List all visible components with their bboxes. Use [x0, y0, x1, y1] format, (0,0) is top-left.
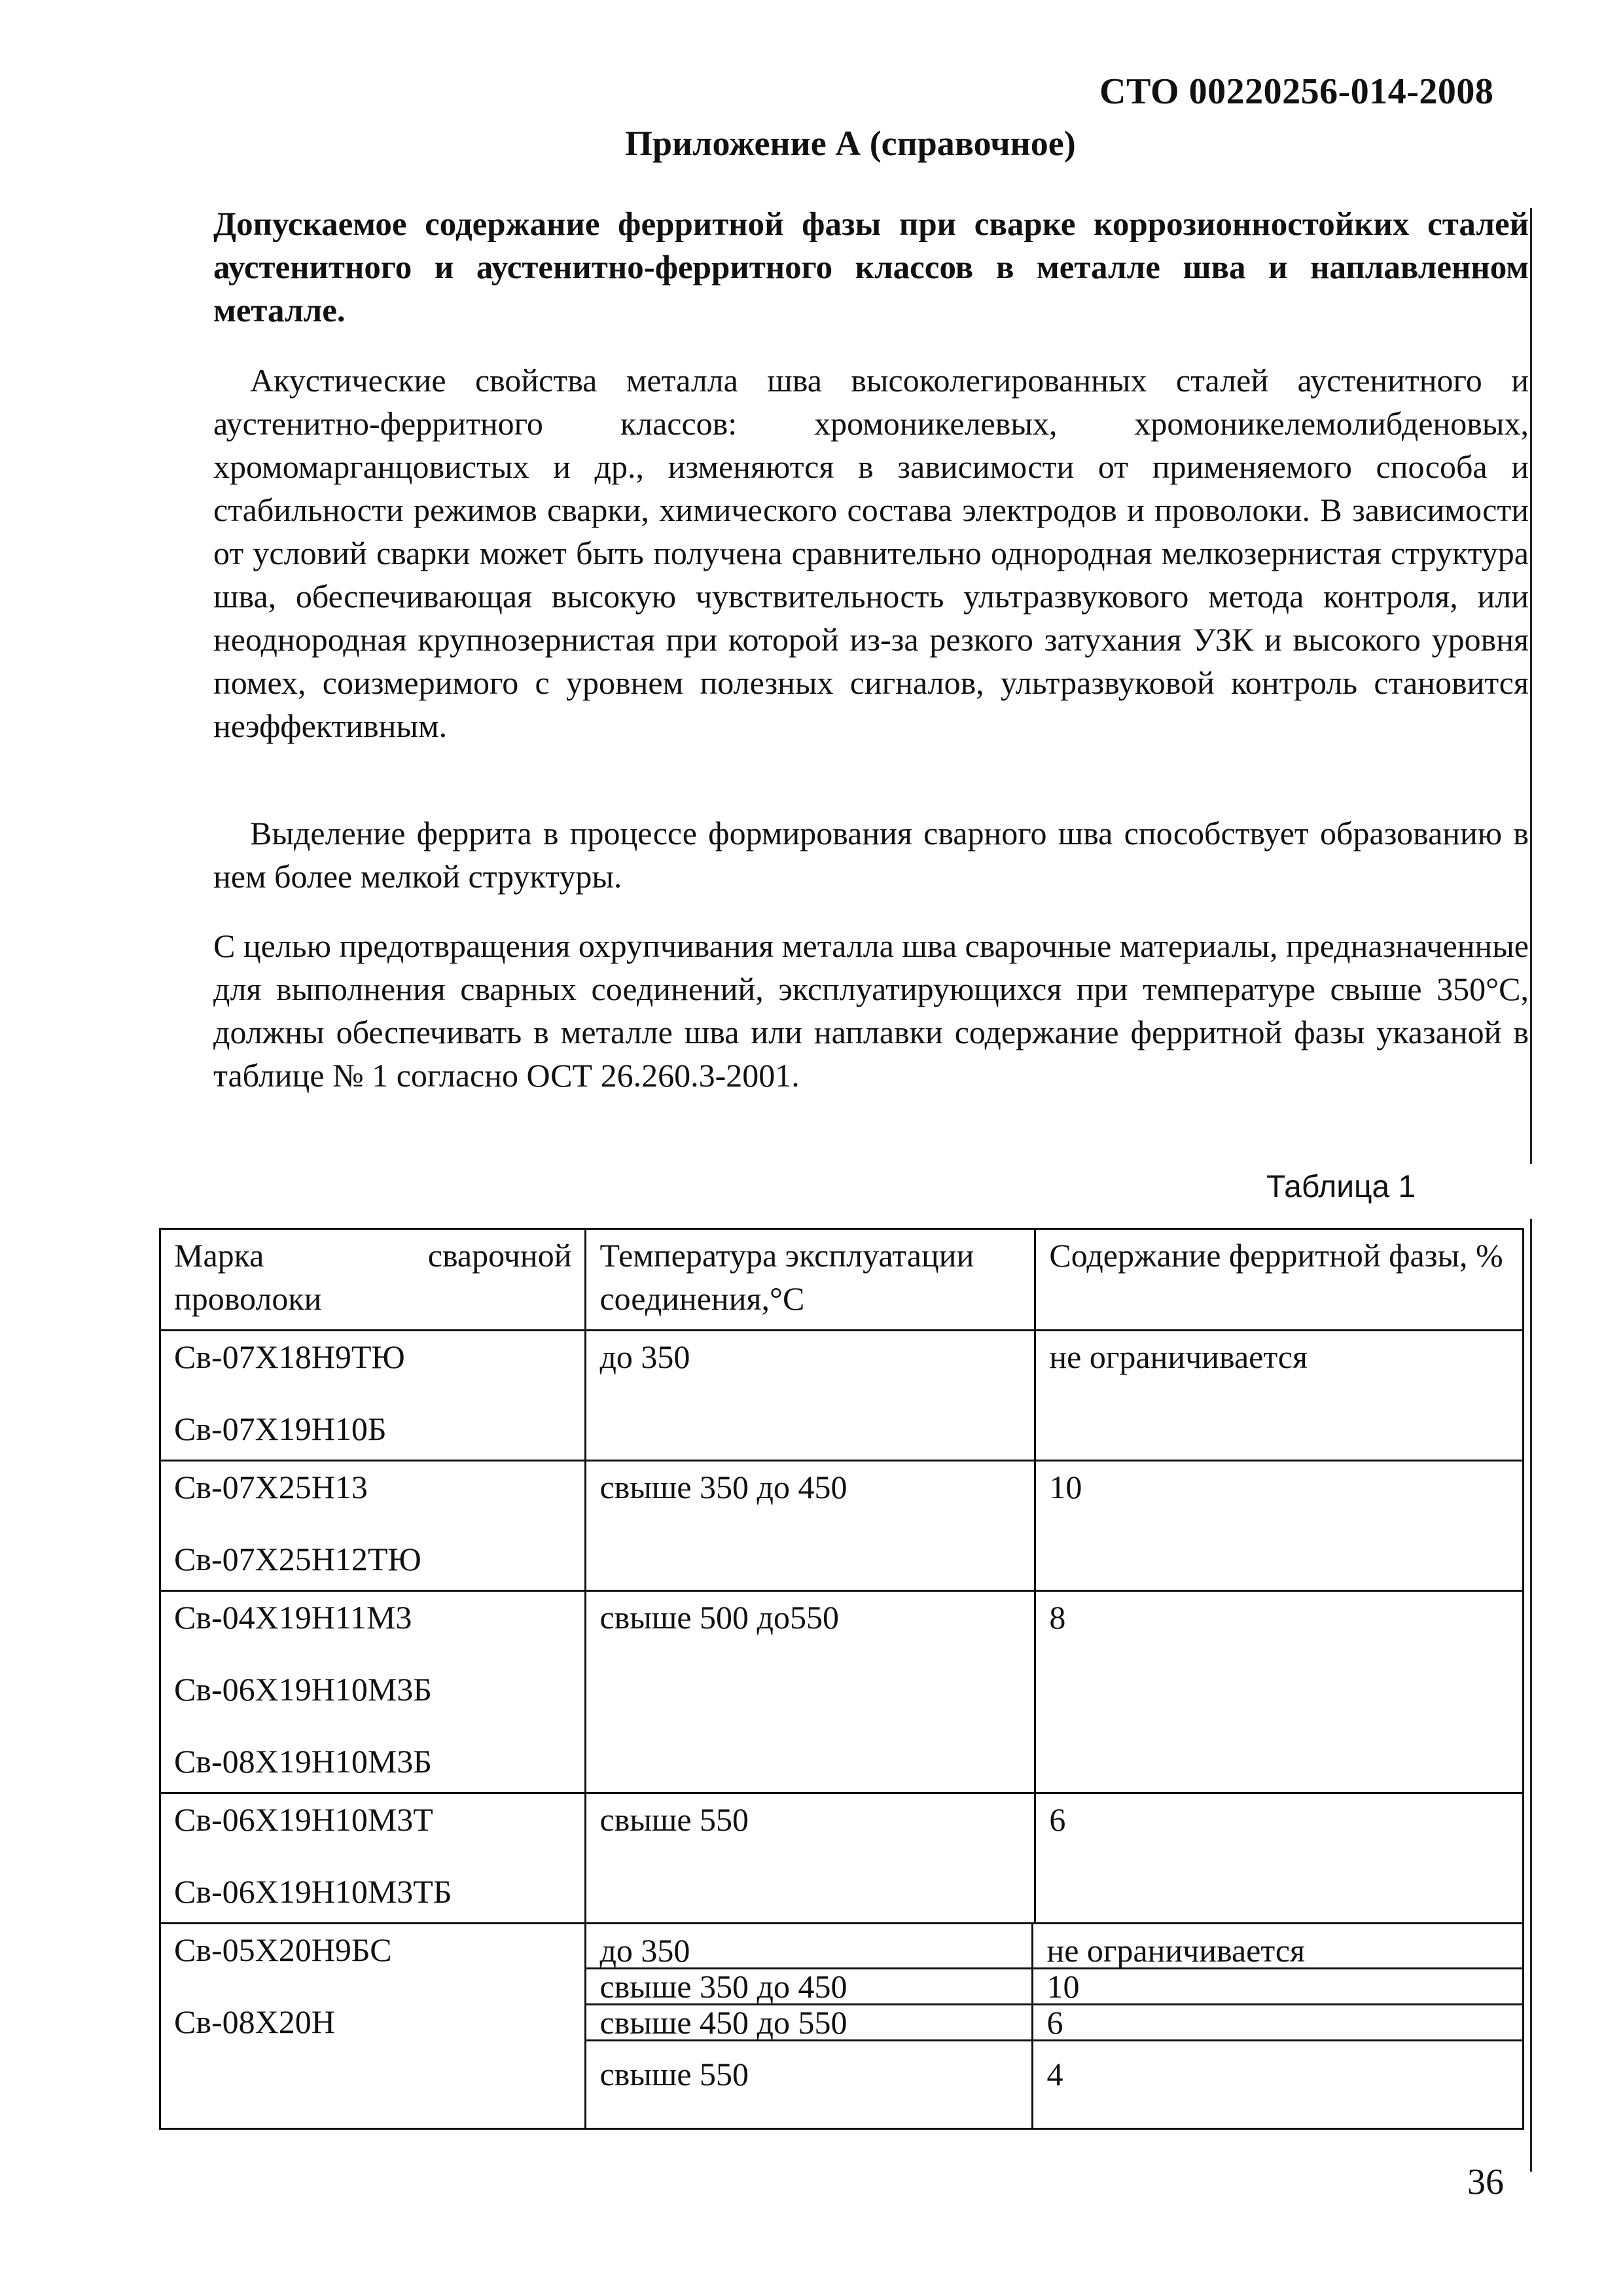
temperature-cell: свыше 550 — [586, 2041, 1033, 2128]
temperature-cell: свыше 500 до550 — [586, 1591, 1035, 1793]
grade-name: Св-07Х19Н10Б — [174, 1410, 387, 1447]
subrow-container — [586, 1924, 1524, 2129]
ferrite-cell: не ограничивается — [1035, 1331, 1524, 1461]
table-row — [160, 1793, 1524, 1924]
temperature-cell: свыше 450 до 550 — [586, 2005, 1033, 2041]
grade-name: Св-08Х20Н — [174, 2003, 335, 2040]
grade-name: Св-07Х25Н13 — [174, 1469, 368, 1505]
temperature-cell: свыше 550 — [586, 1793, 1035, 1924]
grade-cell — [160, 1461, 586, 1591]
table-row — [160, 1591, 1524, 1793]
temperature-cell: до 350 — [586, 1924, 1033, 1969]
ferrite-cell: 6 — [1033, 2005, 1522, 2041]
grade-cell — [160, 1793, 586, 1924]
grade-name: Св-06Х19Н10М3Т — [174, 1801, 433, 1838]
grade-name: Св-08Х19Н10М3Б — [174, 1743, 432, 1780]
ferrite-cell: 10 — [1033, 1969, 1522, 2005]
subrow — [586, 2005, 1522, 2041]
ferrite-table — [159, 1228, 1524, 2130]
page-number: 36 — [1467, 2162, 1504, 2202]
document-code: СТО 00220256-014-2008 — [1099, 71, 1494, 112]
subrow — [586, 2041, 1522, 2128]
temperature-cell: свыше 350 до 450 — [586, 1461, 1035, 1591]
header-cell-grade — [160, 1229, 586, 1331]
subrow — [586, 1924, 1522, 1969]
subrow-table — [586, 1924, 1522, 2128]
grade-name: Св-05Х20Н9БС — [174, 1931, 392, 1968]
appendix-title: Приложение А (справочное) — [625, 124, 1076, 163]
temperature-cell: до 350 — [586, 1331, 1035, 1461]
header-cell-temperature: Температура эксплуатации соединения,°С — [586, 1229, 1035, 1331]
ferrite-cell: 4 — [1046, 2056, 1063, 2092]
ferrite-cell: не ограничивается — [1033, 1924, 1522, 1969]
header-cell-ferrite: Содержание ферритной фазы, % — [1035, 1229, 1524, 1331]
header-grade-word: сварочной — [427, 1237, 572, 1274]
grade-cell — [160, 1331, 586, 1461]
grade-cell — [160, 1924, 586, 2129]
grade-name: Св-07Х25Н12ТЮ — [174, 1541, 421, 1577]
grade-name: Св-07Х18Н9ТЮ — [174, 1338, 405, 1375]
grade-cell — [160, 1591, 586, 1793]
table-header-row — [160, 1229, 1524, 1331]
section-title: Допускаемое содержание ферритной фазы при сварке коррозионностойких сталей аустенитного и аустенитно-ферритного классов в металле шва и наплавленном металле. — [213, 206, 1529, 329]
subrow — [586, 1969, 1522, 2005]
ferrite-cell: 6 — [1035, 1793, 1524, 1924]
header-grade-word: Марка — [174, 1237, 264, 1274]
margin-rule — [1530, 1219, 1532, 2172]
table-row — [160, 1331, 1524, 1461]
paragraph-requirement: С целью предотвращения охрупчивания металла шва сварочные материалы, предназначенные для выполнения сварных соединений, эксплуатирующихся при температуре свыше 350°С, должны обеспечивать в металле шва или наплавки содержание ферритной фазы указаной в таблице № 1 согласно ОСТ 26.260.3-2001. — [213, 927, 1529, 1094]
margin-rule — [1530, 208, 1532, 1164]
grade-name: Св-06Х19Н10М3Б — [174, 1671, 432, 1708]
temperature-cell: свыше 350 до 450 — [586, 1969, 1033, 2005]
grade-name: Св-06Х19Н10М3ТБ — [174, 1873, 452, 1910]
ferrite-cell: 10 — [1035, 1461, 1524, 1591]
paragraph-acoustic: Акустические свойства металла шва высоколегированных сталей аустенитного и аустенитно-ферритного классов: хромоникелевых, хромоникелемолибденовых, хромомарганцовистых и др., изменяются в зависимости от применяемого способа и стабильности режимов сварки, химического состава электродов и проволоки. В зависимости от условий сварки может быть получена сравнительно однородная мелкозернистая структура шва, обеспечивающая высокую чувствительность ультразвукового метода контроля, или неоднородная крупнозернистая при которой из-за резкого затухания УЗК и высокого уровня помех, соизмеримого с уровнем полезных сигналов, ультразвуковой контроль становится неэффективным. — [213, 362, 1529, 744]
table-caption: Таблица 1 — [1266, 1170, 1416, 1204]
header-grade-word: проволоки — [174, 1280, 322, 1317]
table-row — [160, 1924, 1524, 2129]
table-row — [160, 1461, 1524, 1591]
grade-name: Св-04Х19Н11М3 — [174, 1599, 412, 1636]
paragraph-ferrite: Выделение феррита в процессе формирования сварного шва способствует образованию в нем более мелкой структуры. — [213, 815, 1529, 895]
ferrite-cell: 8 — [1035, 1591, 1524, 1793]
